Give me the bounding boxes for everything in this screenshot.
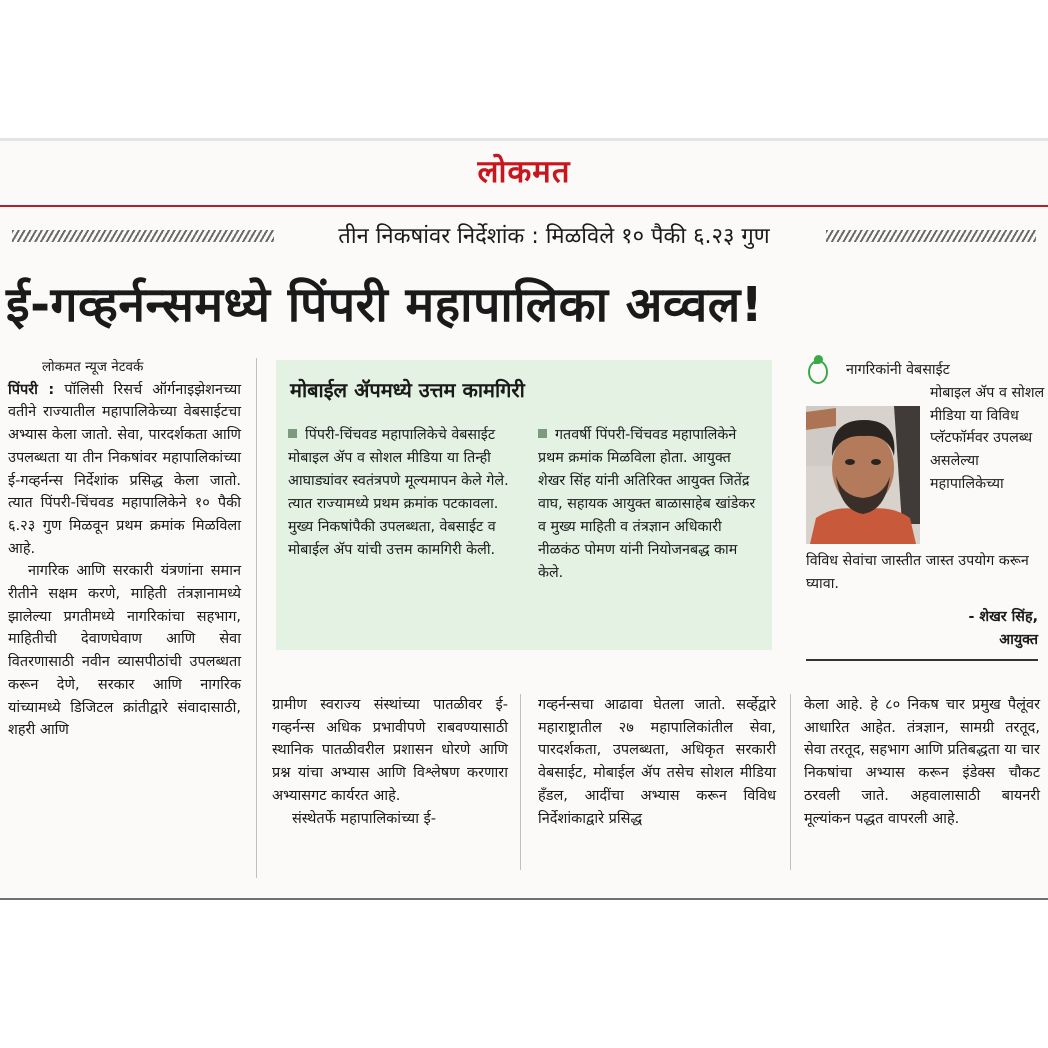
quote-bottom-text: विविध सेवांचा जास्तीत जास्त उपयोग करून घ्यावा. (806, 553, 1029, 592)
quote-signature (806, 606, 1038, 651)
column-divider (790, 694, 791, 870)
masthead: लोकमत (477, 154, 571, 190)
column-divider (520, 694, 521, 870)
quote-line-top: नागरिकांनी वेबसाईट (846, 362, 950, 378)
box-title: मोबाईल ॲपमध्ये उत्तम कामगिरी (290, 378, 525, 402)
top-edge (0, 138, 1048, 141)
box-item-2 (538, 424, 760, 585)
quote-author: - शेखर सिंह, (968, 609, 1038, 625)
masthead-rule (0, 205, 1048, 207)
highlight-box (276, 360, 772, 650)
column-4 (804, 694, 1040, 830)
newspaper-clipping (0, 138, 1048, 900)
bottom-edge (0, 898, 1048, 900)
speech-bubble-icon (808, 360, 828, 384)
column-4-text: केला आहे. हे ८० निकष चार प्रमुख पैलूंवर आधारित आहेत. तंत्रज्ञान, सामग्री तरतूद, सेवा तरतूद, सहभाग आणि प्रतिबद्धता या चार निकषांचा अभ्यास करून इंडेक्स चौकट ठरवली जाते. अहवालासाठी बायनरी मूल्यांकन पद्धत वापरली आहे. (804, 697, 1040, 827)
hatch-left (12, 230, 274, 242)
quote-designation: आयुक्त (999, 631, 1038, 648)
lead-text: पॉलिसी रिसर्च ऑर्गनाइझेशनच्या वतीने राज्यातील महापालिकेच्या वेबसाईटचा अभ्यास केला जातो. सेवा, पारदर्शकता आणि उपलब्धता या तीन निकषांवर महापालिकांच्या ई-गव्हर्नन्स निर्देशांक प्रसिद्ध केला जातो. त्यात पिंपरी-चिंचवड महापालिकेने १० पैकी ६.२३ गुण मिळवून प्रथम क्रमांक मिळविला आहे. (8, 381, 241, 557)
column-2 (272, 694, 508, 830)
lead-paragraph (8, 379, 241, 561)
box-item-1 (288, 424, 510, 562)
box-item-2-text: गतवर्षी पिंपरी-चिंचवड महापालिकेने प्रथम क्रमांक मिळविला होता. आयुक्त शेखर सिंह यांनी अतिरिक्त आयुक्त जितेंद्र वाघ, सहायक आयुक्त बाळासाहेब खांडेकर व मुख्य माहिती व तंत्रज्ञान अधिकारी नीळकंठ पोमण यांनी नियोजनबद्ध काम केले. (538, 427, 756, 581)
commissioner-photo (806, 406, 920, 544)
paragraph-2: नागरिक आणि सरकारी यंत्रणांना समान रीतीने सक्षम करणे, माहिती तंत्रज्ञानामध्ये झालेल्या प्रगतीमध्ये नागरिकांचा सहभाग, माहितीची देवाणघेवाण आणि सेवा वितरणासाठी नवीन व्यासपीठांची उपलब्धता करून देणे, सरकार आणि नागरिक यांच्यामध्ये डिजिटल क्रांतीद्वारे संवादासाठी, शहरी आणि (8, 563, 241, 739)
dateline: पिंपरी : (8, 381, 55, 398)
column-2-paragraph-2: संस्थेतर्फे महापालिकांच्या ई- (292, 810, 436, 827)
byline: लोकमत न्यूज नेटवर्क (42, 359, 144, 375)
box-item-1-text: पिंपरी-चिंचवड महापालिकेचे वेबसाईट मोबाइल ॲप व सोशल मीडिया या तिन्ही आघाड्यांवर स्वतंत्रपणे मूल्यमापन केले गेले. त्यात राज्यामध्ये प्रथम क्रमांक पटकावला. मुख्य निकषांपैकी उपलब्धता, वेबसाईट व मोबाईल ॲप यांची उत्तम कामगिरी केली. (288, 427, 509, 558)
bullet-icon (538, 429, 547, 438)
kicker-row (0, 222, 1048, 252)
headline: ई-गव्हर्नन्समध्ये पिंपरी महापालिका अव्वल! (6, 277, 764, 333)
quote-rule (806, 659, 1038, 661)
quote-side-text: मोबाइल ॲप व सोशल मीडिया या विविध प्लॅटफॉर्मवर उपलब्ध असलेल्या महापालिकेच्या (930, 385, 1045, 492)
column-divider (256, 358, 257, 878)
column-1 (8, 356, 241, 742)
column-2-text: ग्रामीण स्वराज्य संस्थांच्या पातळीवर ई-गव्हर्नन्स अधिक प्रभावीपणे राबवण्यासाठी स्थानिक पातळीवरील प्रशासन धोरणे आणि प्रश्न यांचा अभ्यास आणि विश्लेषण करणारा अभ्यासगट कार्यरत आहे. (272, 697, 508, 804)
column-3-text: गव्हर्नन्सचा आढावा घेतला जातो. सर्व्हेद्वारे महाराष्ट्रातील २७ महापालिकांतील सेवा, पारदर्शकता, उपलब्धता, अधिकृत सरकारी वेबसाईट, मोबाईल ॲप तसेच सोशल मीडिया हँडल, आदींचा अभ्यास करून विविध निर्देशांकाद्वारे प्रसिद्ध (538, 697, 776, 827)
column-3 (538, 694, 776, 830)
kicker: तीन निकषांवर निर्देशांक : मिळविले १० पैकी ६.२३ गुण (338, 224, 770, 249)
bullet-icon (288, 429, 297, 438)
hatch-right (826, 230, 1036, 242)
